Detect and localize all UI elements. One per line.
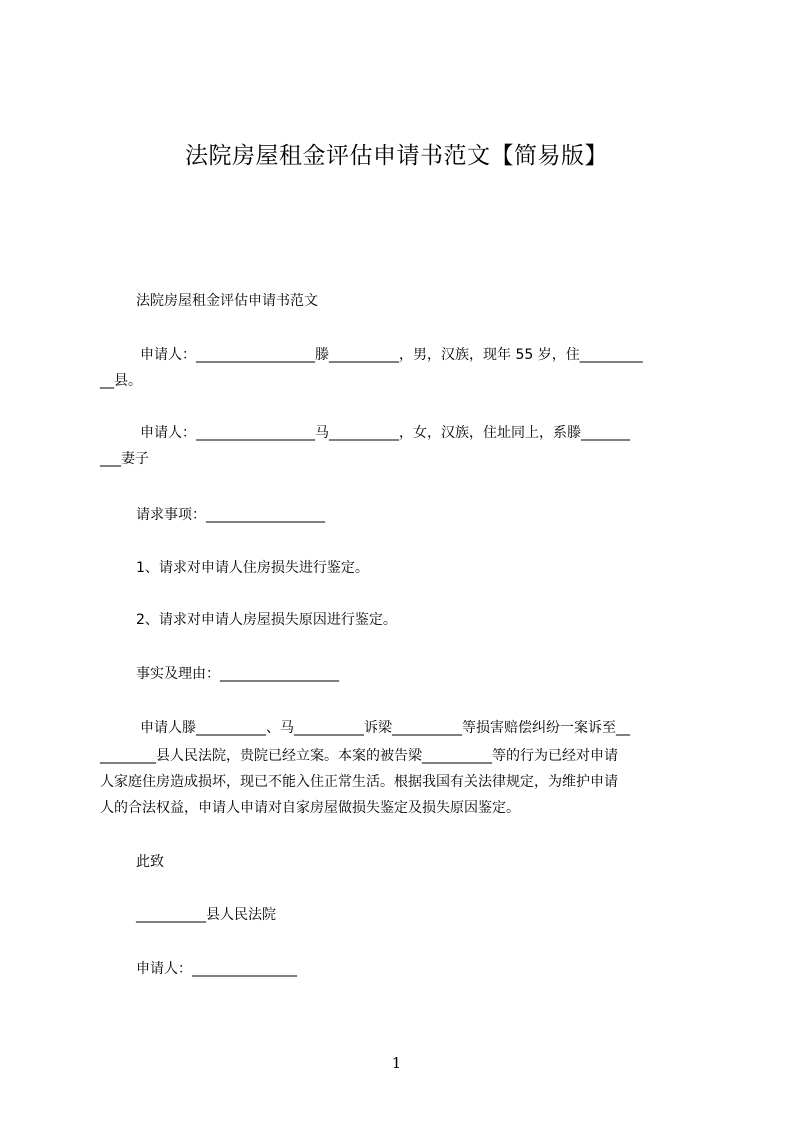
- requests-label: 请求事项：_________________: [136, 507, 325, 523]
- facts-label: 事实及理由：_________________: [136, 666, 339, 682]
- request-item-1: 1、请求对申请人住房损失进行鉴定。: [136, 560, 369, 576]
- body-heading: 法院房屋租金评估申请书范文: [136, 293, 318, 309]
- facts-line-4: 人的合法权益，申请人申请对自家房屋做损失鉴定及损失原因鉴定。: [100, 800, 520, 816]
- facts-line-3: 人家庭住房造成损坏，现已不能入住正常生活。根据我国有关法律规定，为维护申请: [100, 774, 618, 790]
- document-title: 法院房屋租金评估申请书范文【简易版】: [185, 143, 608, 169]
- signature-line: 申请人：_______________: [136, 961, 297, 977]
- facts-line-1: 申请人滕__________、马__________诉梁__________等损害赔偿纠纷一案诉至__: [140, 720, 630, 736]
- page-number: 1: [391, 1054, 402, 1072]
- request-item-2: 2、请求对申请人房屋损失原因进行鉴定。: [136, 612, 397, 628]
- applicant1-line1: 申请人：_________________滕__________，男，汉族，现年 55 岁，住_________: [140, 347, 643, 363]
- applicant2-line1: 申请人：_________________马__________，女，汉族，住址同上，系滕_______: [140, 425, 630, 441]
- court-addressee: __________县人民法院: [136, 907, 276, 923]
- applicant2-line2: ___妻子: [100, 451, 149, 467]
- applicant1-line2: __县。: [100, 373, 142, 389]
- closing-text: 此致: [136, 854, 164, 870]
- facts-line-2: ________县人民法院，贵院已经立案。本案的被告梁__________等的行为已经对申请: [100, 748, 618, 764]
